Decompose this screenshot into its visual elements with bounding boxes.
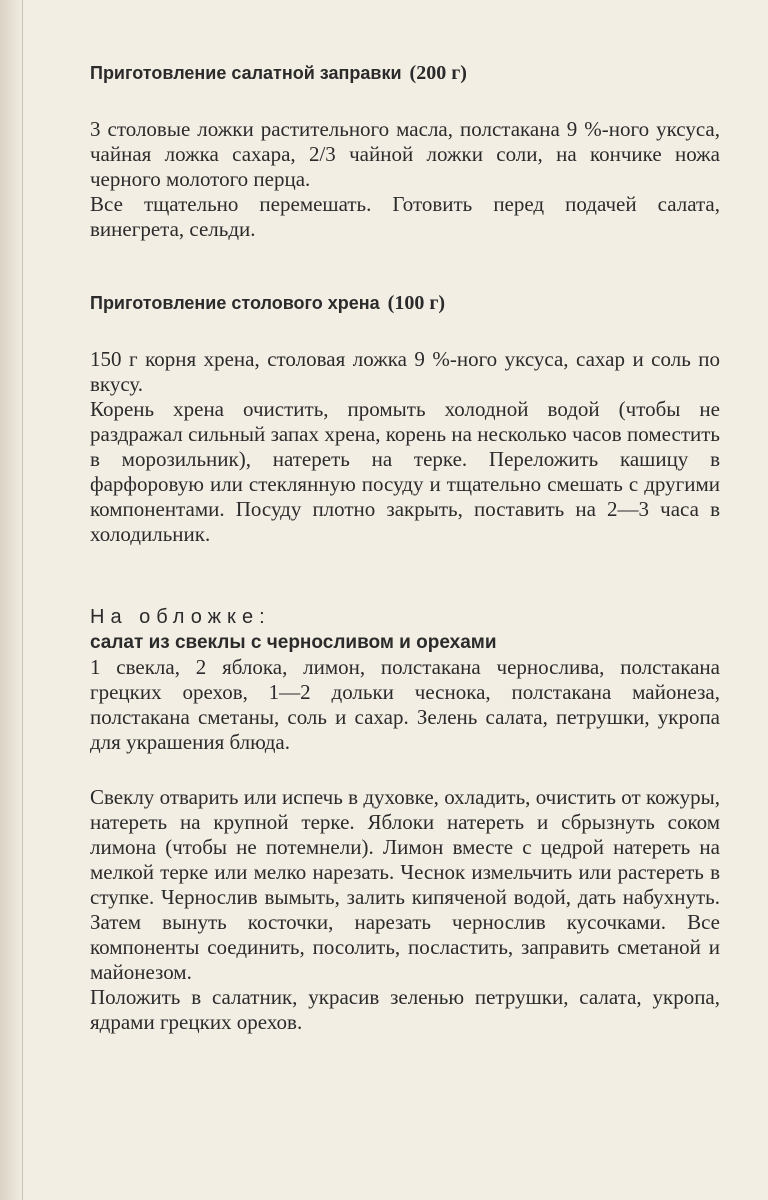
horseradish-weight: (100 г): [387, 292, 446, 314]
dressing-weight: (200 г): [409, 62, 467, 84]
fold-line: [22, 0, 23, 1200]
dressing-title: Приготовление салатной заправки: [90, 63, 402, 83]
page-content: [90, 60, 720, 1035]
page-edge: [0, 0, 24, 1200]
horseradish-method: Корень хрена очистить, промыть холодной водой (чтобы не раздражал сильный запах хрена, корень на несколько часов поместить в морозильник), натереть на терке. Переложить кашицу в фарфоровую или стеклянную посуду и тщательно смешать с другими компонентами. Посуду плотно закрыть, поставить на 2—3 часа в холодильник.: [90, 397, 720, 546]
horseradish-title: Приготовление столового хрена: [90, 293, 380, 313]
dressing-heading: [90, 60, 720, 87]
dressing-method: Все тщательно перемешать. Готовить перед подачей салата, винегрета, сельди.: [90, 192, 720, 241]
cover-label: На обложке:: [90, 606, 271, 628]
cover-serving: Положить в салатник, украсив зеленью петрушки, салата, укропа, ядрами грецких орехов.: [90, 985, 720, 1034]
horseradish-ingredients: 150 г корня хрена, столовая ложка 9 %-ного уксуса, сахар и соль по вкусу.: [90, 347, 720, 396]
dressing-ingredients: 3 столовые ложки растительного масла, полстакана 9 %-ного уксуса, чайная ложка сахара, 2/3 чайной ложки соли, на кончике ножа черного молотого перца.: [90, 117, 720, 191]
cover-method: Свеклу отварить или испечь в духовке, охладить, очистить от кожуры, натереть на крупной терке. Яблоки натереть и сбрызнуть соком лимона (чтобы не потемнели). Лимон вместе с цедрой натереть на мелкой терке или мелко нарезать. Чеснок измельчить или растереть в ступке. Чернослив вымыть, залить кипяченой водой, дать набухнуть. Затем вынуть косточки, нарезать чернослив кусочками. Все компоненты соединить, посолить, посластить, заправить сметаной и майонезом.: [90, 785, 720, 984]
horseradish-heading: [90, 290, 720, 317]
cover-ingredients: 1 свекла, 2 яблока, лимон, полстакана чернослива, полстакана грецких орехов, 1—2 дольки чеснока, полстакана майонеза, полстакана сметаны, соль и сахар. Зелень салата, петрушки, укропа для украшения блюда.: [90, 655, 720, 754]
cover-title: салат из свеклы с черносливом и орехами: [90, 632, 497, 653]
